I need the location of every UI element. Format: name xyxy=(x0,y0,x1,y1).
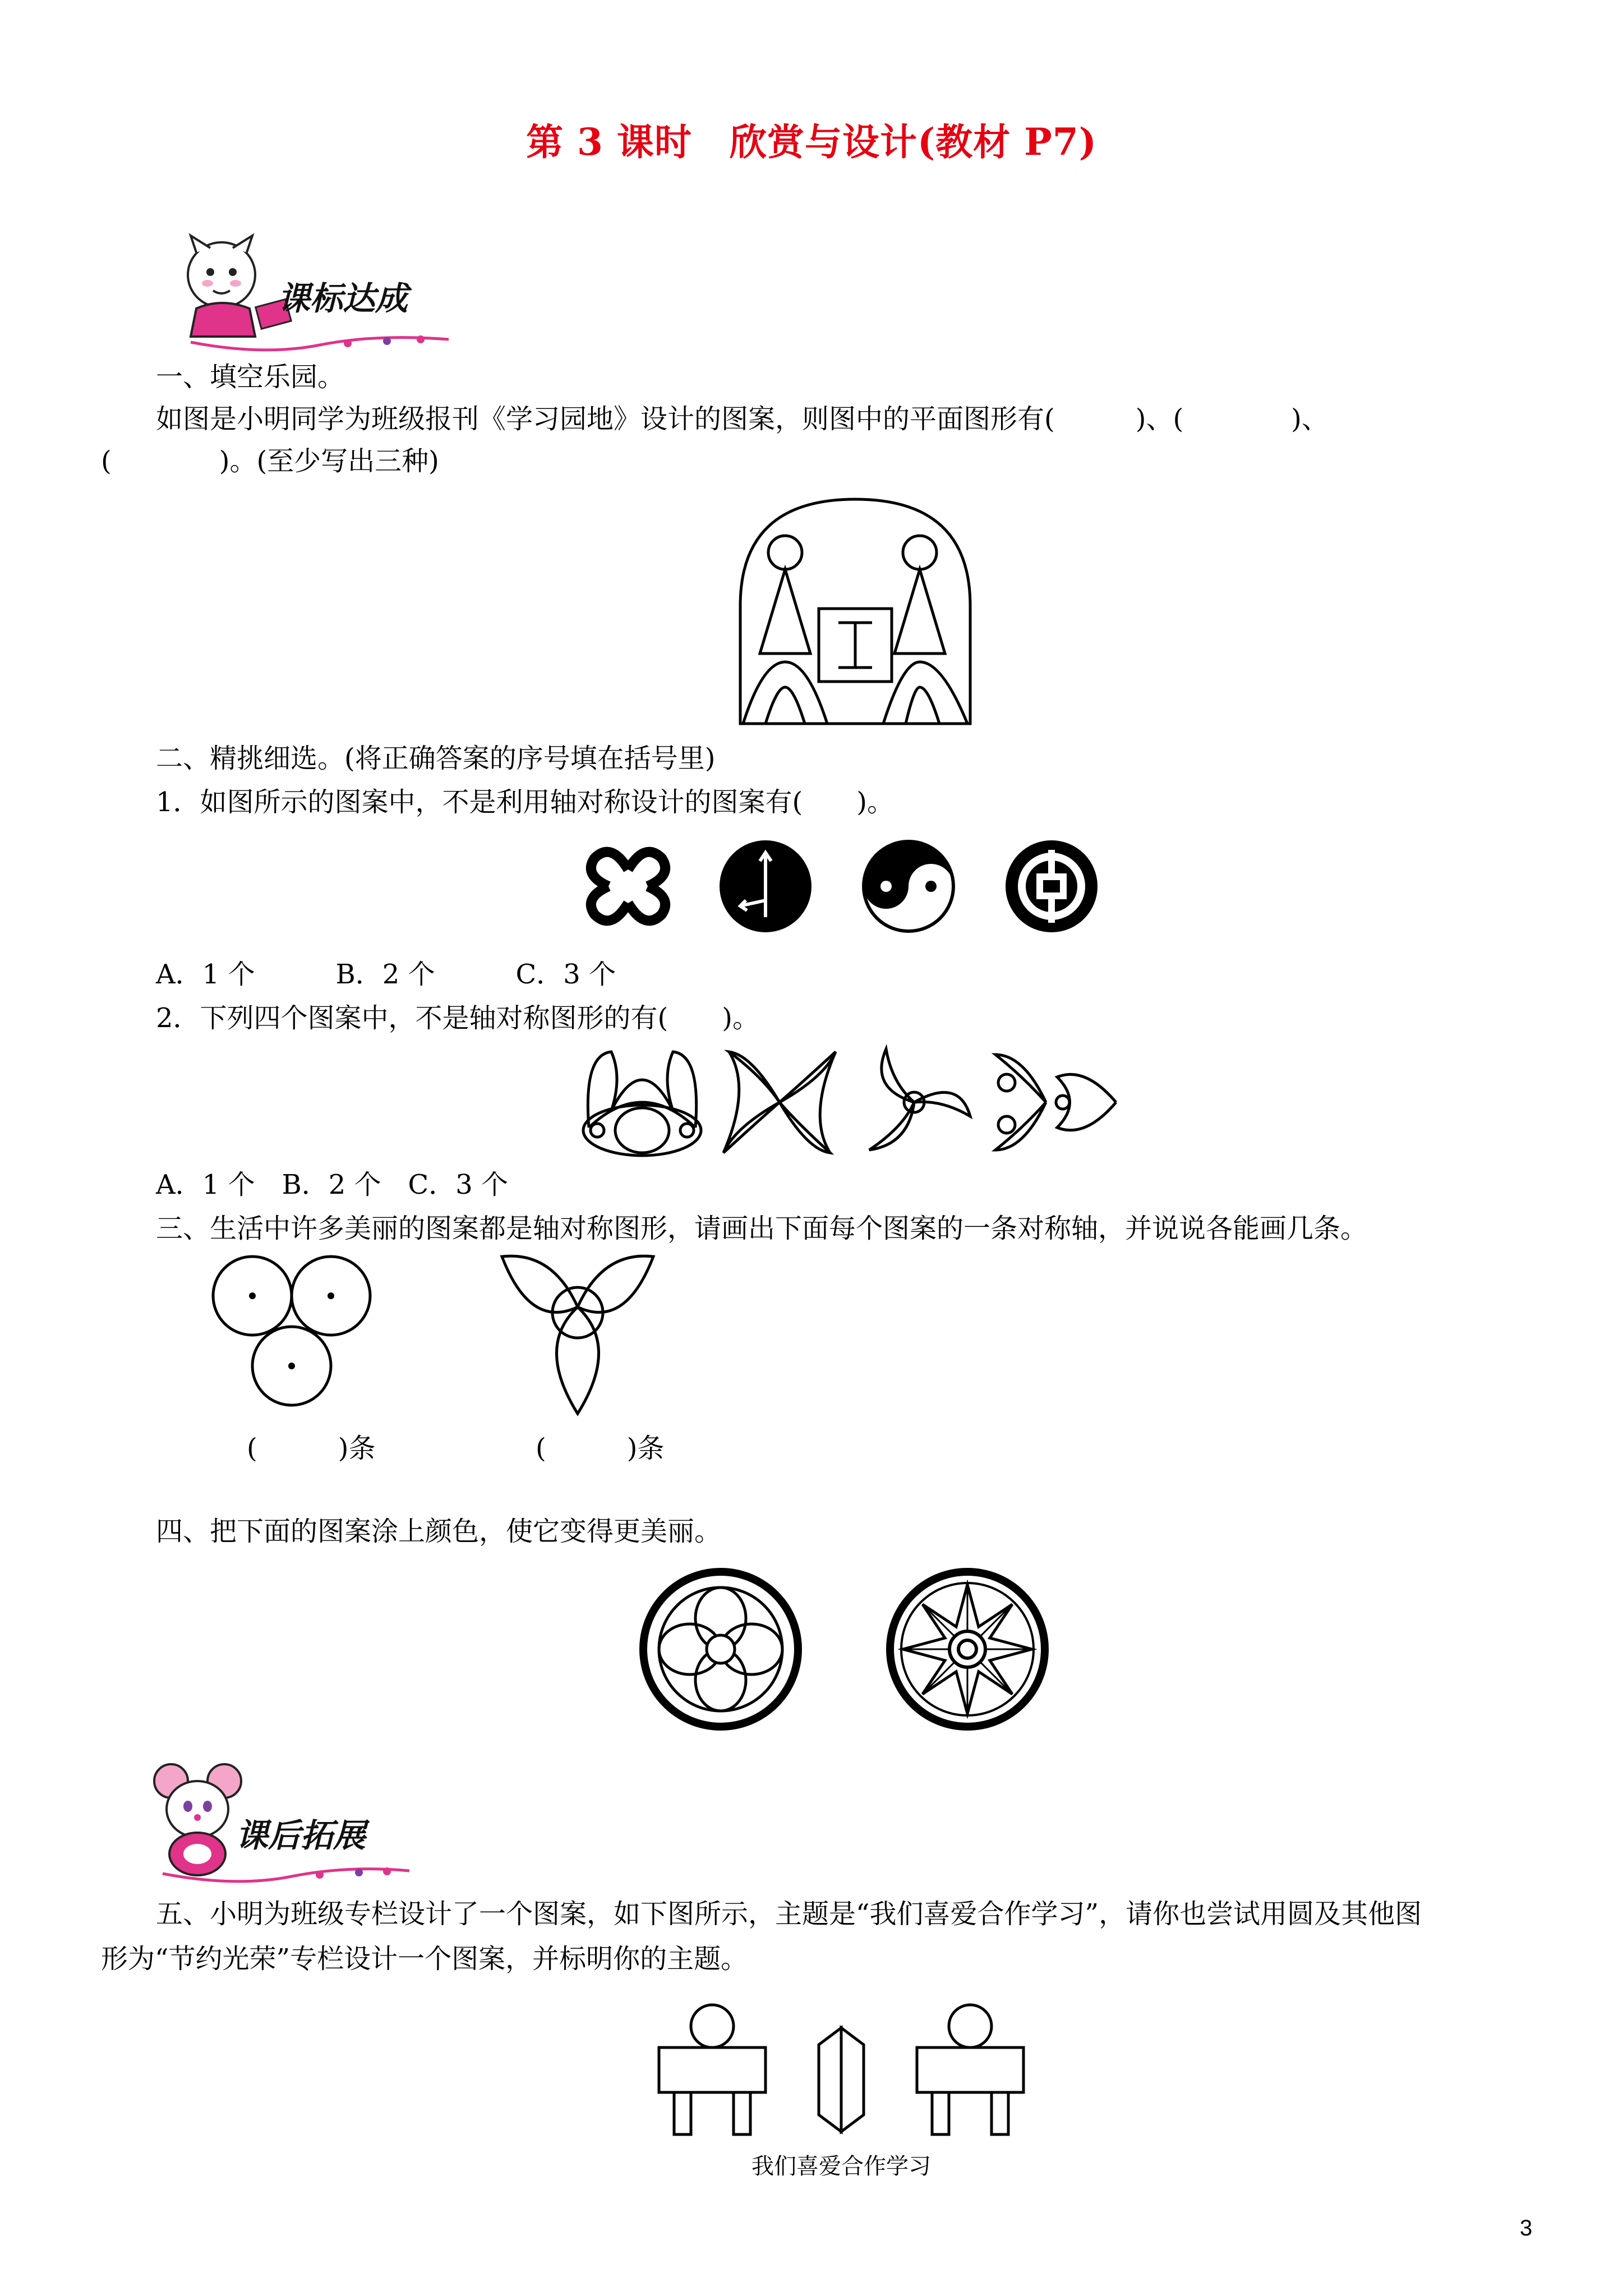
q1-pattern-yinyang xyxy=(861,839,956,934)
q2-pattern-b xyxy=(718,1043,841,1161)
question-2-1: 1．如图所示的图案中，不是利用轴对称设计的图案有( )。 xyxy=(156,786,894,818)
section2-heading: 二、精挑细选。(将正确答案的序号填在括号里) xyxy=(156,743,716,774)
cooperation-pattern-figure xyxy=(651,2003,1032,2137)
q1-pattern-knot xyxy=(578,836,679,937)
section3-blank-2: ( )条 xyxy=(536,1433,665,1464)
question-2-2: 2．下列四个图案中，不是轴对称图形的有( )。 xyxy=(156,1002,759,1034)
section1-line1: 如图是小明同学为班级报刊《学习园地》设计的图案，则图中的平面图形有( )、( )、 xyxy=(156,403,1329,435)
section1-heading: 一、填空乐园。 xyxy=(156,361,345,393)
flower-medallion-figure xyxy=(639,1568,802,1731)
q2-pattern-c xyxy=(852,1043,976,1161)
q2-pattern-d xyxy=(990,1043,1119,1161)
three-circles-figure xyxy=(210,1254,379,1422)
arch-pattern-figure xyxy=(729,494,981,729)
question-2-1-options: A．1 个 B．2 个 C．3 个 xyxy=(156,959,616,990)
q2-pattern-a xyxy=(578,1043,707,1161)
section1-line2: ( )。(至少写出三种) xyxy=(101,445,439,477)
section3-blank-1: ( )条 xyxy=(247,1433,376,1464)
star-medallion-figure xyxy=(886,1568,1049,1731)
section3-heading: 三、生活中许多美丽的图案都是轴对称图形，请画出下面每个图案的一条对称轴，并说说各能画几条。 xyxy=(156,1213,1368,1244)
badge-label: 课标达成 xyxy=(278,279,408,318)
question-2-2-options: A．1 个 B．2 个 C．3 个 xyxy=(156,1169,509,1200)
section5-line2: 形为“节约光荣”专栏设计一个图案，并标明你的主题。 xyxy=(101,1943,748,1975)
q1-pattern-coin xyxy=(1004,839,1099,934)
badge-label: 课后拓展 xyxy=(236,1816,366,1855)
trefoil-figure xyxy=(496,1251,659,1419)
page-number: 3 xyxy=(1520,2216,1533,2240)
figure-caption: 我们喜爱合作学习 xyxy=(751,2154,931,2179)
section5-line1: 五、小明为班级专栏设计了一个图案，如下图所示，主题是“我们喜爱合作学习”，请你也尝试用圆及其他图 xyxy=(156,1898,1422,1930)
q1-pattern-compass xyxy=(718,839,813,934)
page-title: 第 3 课时 欣赏与设计(教材 P7) xyxy=(526,120,1097,164)
section4-heading: 四、把下面的图案涂上颜色，使它变得更美丽。 xyxy=(156,1516,722,1547)
